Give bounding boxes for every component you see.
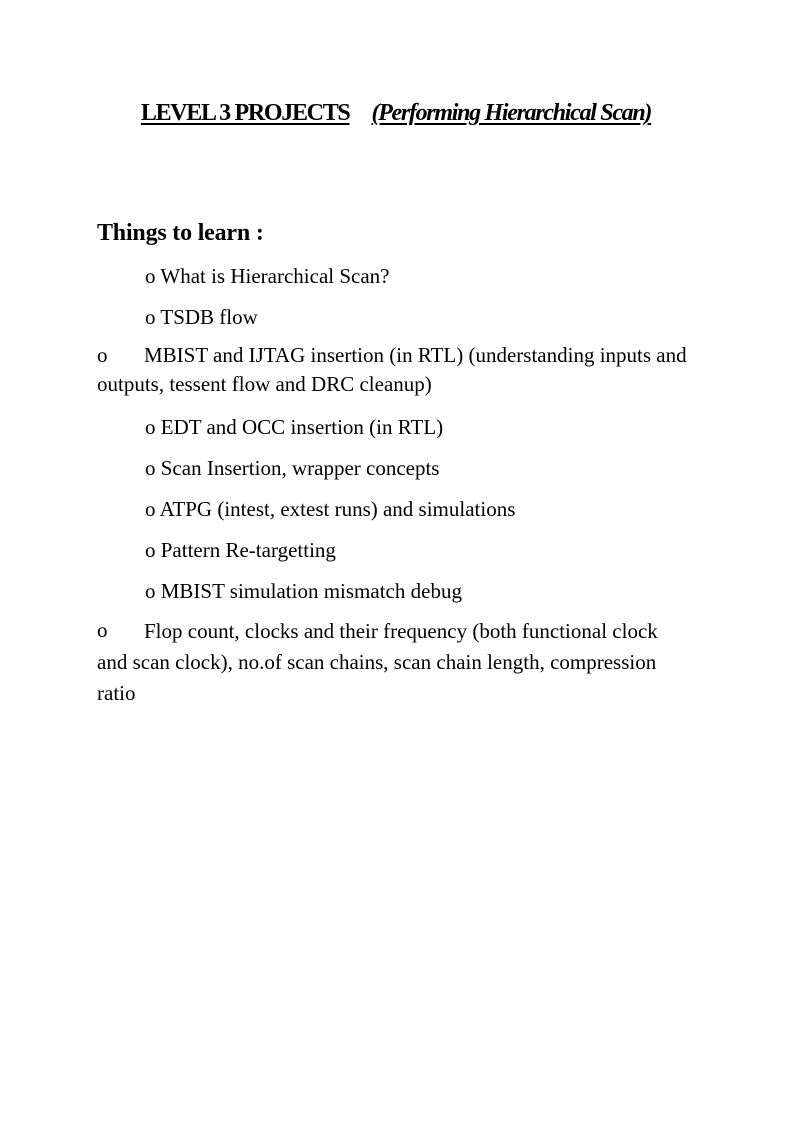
list-item-mbist-ijtag bbox=[97, 341, 687, 399]
list-item-tsdb-flow: o TSDB flow bbox=[145, 305, 258, 329]
list-item-scan-insertion: o Scan Insertion, wrapper concepts bbox=[145, 456, 440, 480]
bullet-marker: o bbox=[97, 343, 108, 367]
bullet-marker: o bbox=[97, 618, 108, 642]
list-item-text: MBIST and IJTAG insertion (in RTL) (understanding inputs and outputs, tessent flow and DRC cleanup) bbox=[97, 343, 687, 396]
list-item-pattern-retargetting: o Pattern Re-targetting bbox=[145, 538, 336, 562]
list-item-mbist-debug: o MBIST simulation mismatch debug bbox=[145, 579, 462, 603]
list-item-hierarchical-scan: o What is Hierarchical Scan? bbox=[145, 264, 390, 288]
section-heading: Things to learn : bbox=[97, 220, 264, 246]
page-title bbox=[96, 97, 696, 130]
list-item-text: Flop count, clocks and their frequency (both functional clock and scan clock), no.of scan chains, scan chain length, compression ratio bbox=[97, 619, 658, 705]
title-level: LEVEL 3 PROJECTS bbox=[140, 100, 350, 126]
list-item-edt-occ: o EDT and OCC insertion (in RTL) bbox=[145, 415, 444, 439]
list-item-atpg: o ATPG (intest, extest runs) and simulations bbox=[145, 497, 516, 521]
list-item-flop-count bbox=[97, 616, 687, 709]
title-subtitle: (Performing Hierarchical Scan) bbox=[371, 100, 652, 126]
